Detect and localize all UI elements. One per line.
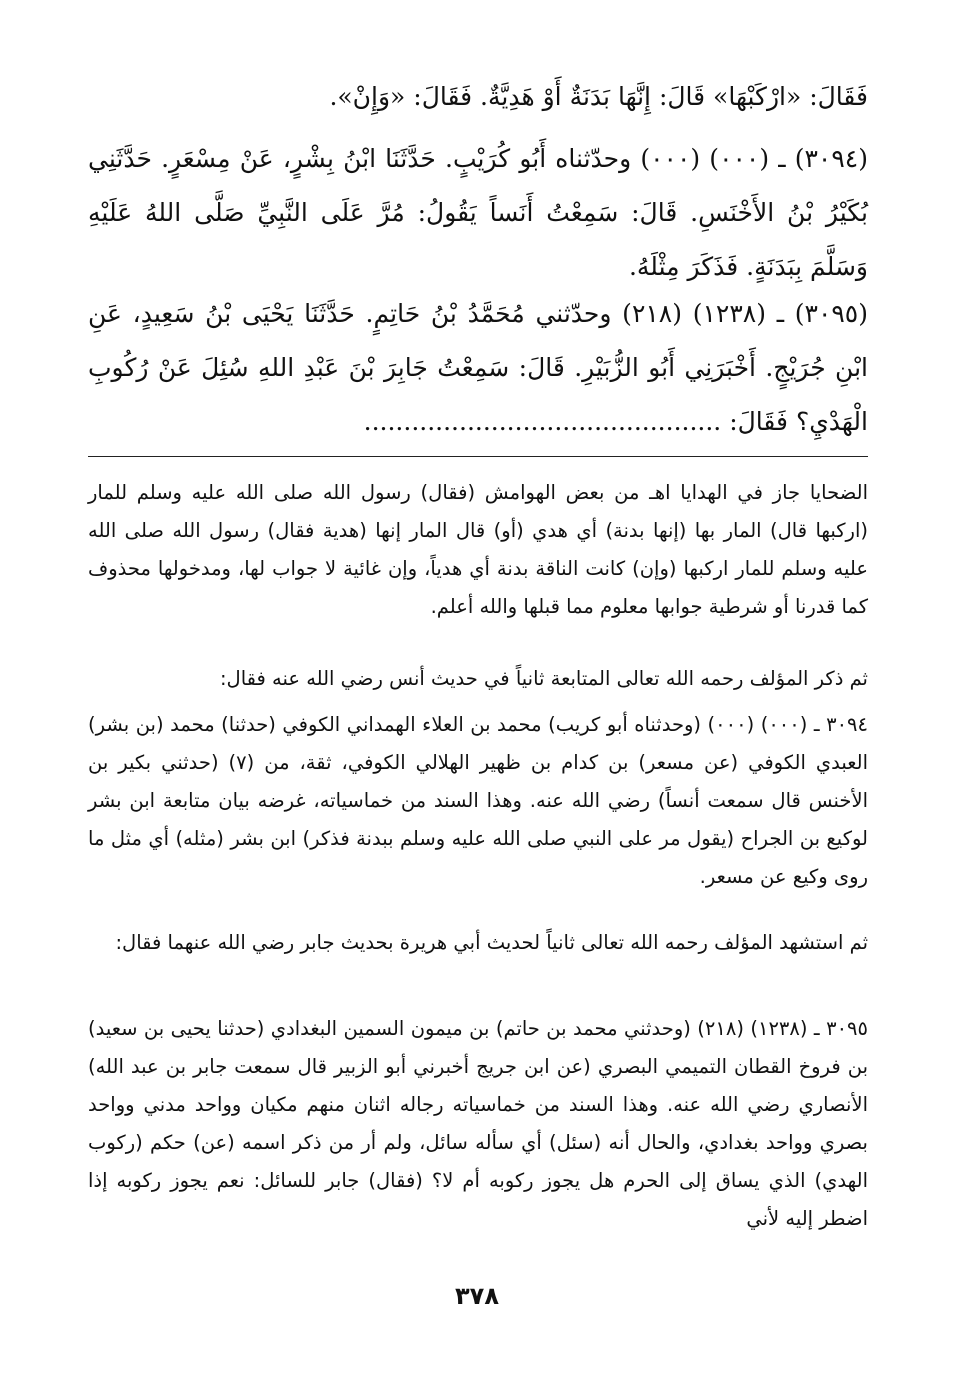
commentary-paragraph-1: الضحايا جاز في الهدايا اهـ من بعض الهوامش (فقال) رسول الله صلى الله عليه وسلم للمار (اركبها قال) المار بها (إنها بدنة) أي هدي (أو) قال المار إنها (هدية فقال) رسول الله صلى الله عليه وسلم للمار اركبها (وإن) كانت الناقة بدنة أي هدياً، وإن غائية لا جواب لها، ومدخولها محذوف كما قدرنا أو شرطية جوابها معلوم مما قبلها والله أعلم. [88,481,868,618]
commentary-paragraph-4: ثم استشهد المؤلف رحمه الله تعالى ثانياً لحديث أبي هريرة بحديث جابر رضي الله عنهما فقال: [115,931,868,954]
commentary-paragraph-3: ٣٠٩٤ ـ (٠٠٠) (٠٠٠) (وحدثناه أبو كريب) محمد بن العلاء الهمداني الكوفي (حدثنا) محمد (بن بشر) العبدي الكوفي (عن مسعر) بن كدام بن ظهير الهلالي الكوفي، ثقة، من (٧) (حدثني بكير بن الأخنس قال سمعت أنساً) رضي الله عنه. وهذا السند من خماسياته، غرضه بيان متابعة ابن بشر لوكيع بن الجراح (يقول مر على النبي صلى الله عليه وسلم ببدنة فذكر) ابن بشر (مثله) أي مثل ما روى وكيع عن مسعر. [88,713,869,888]
hadith-3095: (٣٠٩٥) ـ (١٢٣٨) (٢١٨) وحدّثني مُحَمَّدُ بْنُ حَاتِمٍ. حَدَّثَنَا يَحْيَى بْنُ سَعِيدٍ، عَنِ ابْنِ جُرَيْجٍ. أَخْبَرَنِي أَبُو الزُّبَيْرِ. قَالَ: سَمِعْتُ جَابِرَ بْنَ عَبْدِ اللهِ سُئِلَ عَنْ رُكُوبِ الْهَدْيِ؟ فَقَالَ: ............................................. [88,299,868,436]
commentary-paragraph-5: ٣٠٩٥ ـ (١٢٣٨) (٢١٨) (وحدثني محمد بن حاتم) بن ميمون السمين البغدادي (حدثنا يحيى بن سعيد) بن فروخ القطان التميمي البصري (عن ابن جريج أخبرني أبو الزبير قال سمعت جابر بن عبد الله) الأنصاري رضي الله عنه. وهذا السند من خماسياته رجاله اثنان منهم مكيان وواحد مدني وواحد بصري وواحد بغدادي، والحال أنه (سئل) أي سأله سائل، ولم أر من ذكر اسمه (عن) حكم (ركوب الهدي) الذي يساق إلى الحرم هل يجوز ركوبه أم لا؟ (فقال) جابر للسائل: نعم يجوز ركوبه إذا اضطر إليه لأني [88,1017,868,1230]
hadith-3094: (٣٠٩٤) ـ (٠٠٠) (٠٠٠) وحدّثناه أَبُو كُرَيْبٍ. حَدَّثَنَا ابْنُ بِشْرٍ، عَنْ مِسْعَرٍ. حَدَّثَنِي بُكَيْرُ بْنُ الأَخْنَسِ. قَالَ: سَمِعْتُ أَنَساً يَقُولُ: مُرَّ عَلَى النَّبِيِّ صَلَّى اللهُ عَلَيْهِ وَسَلَّمَ بِبَدَنَةٍ. فَذَكَرَ مِثْلَهُ. [88,144,868,281]
commentary-paragraph-2: ثم ذكر المؤلف رحمه الله تعالى المتابعة ثانياً في حديث أنس رضي الله عنه فقال: [219,667,868,690]
hadith-line-1: فَقَالَ: «ارْكَبْهَا» قَالَ: إِنَّهَا بَدَنَةٌ أَوْ هَدِيَّةٌ. فَقَالَ: «وَإِنْ». [329,82,868,111]
footnote-divider [88,456,868,457]
page-number: ٣٧٨ [455,1282,499,1310]
